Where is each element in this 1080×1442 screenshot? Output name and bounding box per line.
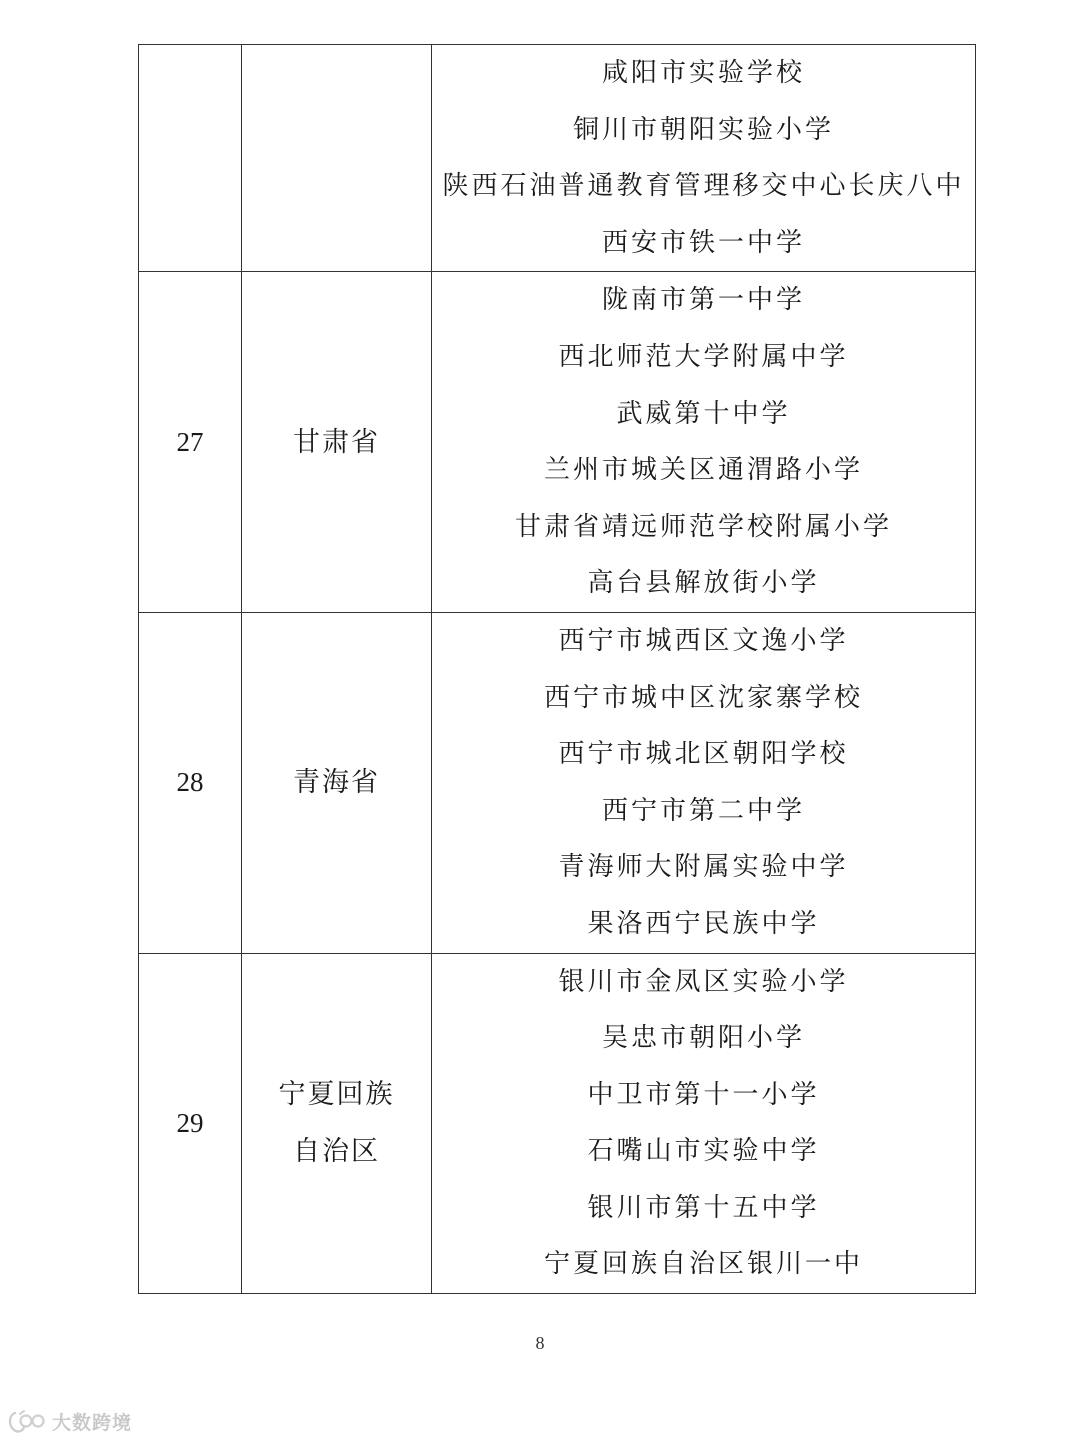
school-name: 西安市铁一中学 [601,227,805,258]
province-cell [242,612,432,953]
schools-table [138,44,976,1294]
school-name: 西宁市第二中学 [601,795,805,826]
province-cell [242,45,432,272]
province-name-line-2: 自治区 [293,1136,380,1168]
school-name: 西宁市城北区朝阳学校 [558,739,849,770]
school-name: 西宁市城中区沈家寨学校 [543,682,863,713]
school-name: 西宁市城西区文逸小学 [558,625,849,656]
watermark-text: 大数跨境 [52,1412,133,1434]
table-row [139,953,976,1294]
province-name: 甘肃省 [293,426,380,458]
school-name: 中卫市第十一小学 [587,1079,820,1110]
row-number: 29 [139,953,242,1294]
school-name: 吴忠市朝阳小学 [601,1023,805,1054]
schools-cell [432,272,976,613]
province-cell [242,272,432,613]
table-row [139,272,976,613]
school-name: 武威第十中学 [616,398,791,429]
school-name: 兰州市城关区通渭路小学 [543,455,863,486]
school-name: 银川市金凤区实验小学 [558,966,849,997]
school-name: 西北师范大学附属中学 [558,341,849,372]
province-name: 青海省 [293,767,380,799]
watermark-logo-icon [6,1409,48,1435]
school-name: 银川市第十五中学 [587,1192,820,1223]
schools-cell [432,953,976,1294]
province-cell [242,953,432,1294]
province-name-line-1: 宁夏回族 [278,1079,395,1111]
row-number: 27 [139,272,242,613]
school-name: 高台县解放街小学 [587,568,820,599]
school-name: 宁夏回族自治区银川一中 [543,1249,863,1280]
school-name: 陕西石油普通教育管理移交中心长庆八中 [442,171,965,202]
school-name: 咸阳市实验学校 [601,58,805,88]
row-number: 28 [139,612,242,953]
school-name: 青海师大附属实验中学 [558,852,849,883]
school-name: 石嘴山市实验中学 [587,1136,820,1167]
school-name: 甘肃省靖远师范学校附属小学 [514,511,892,542]
school-name: 陇南市第一中学 [601,285,805,316]
page-number: 8 [535,1333,545,1353]
schools-cell [432,612,976,953]
table-row [139,45,976,272]
schools-cell [432,45,976,272]
watermark [6,1408,132,1435]
table-row [139,612,976,953]
row-number [139,45,242,272]
school-name: 果洛西宁民族中学 [587,908,820,939]
school-name: 铜川市朝阳实验小学 [572,114,834,145]
